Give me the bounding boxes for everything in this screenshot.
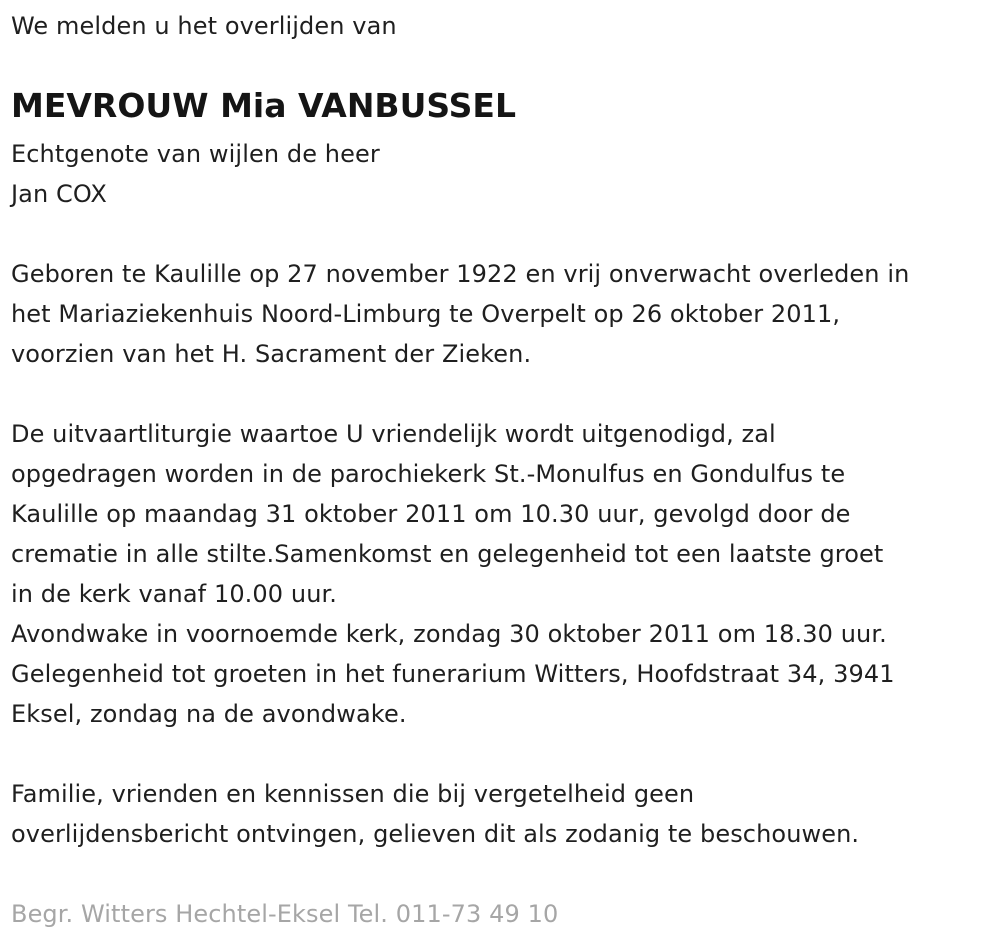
paragraph-line: crematie in alle stilte.Samenkomst en gelegenheid tot een laatste groet — [11, 540, 884, 568]
paragraph-line: Avondwake in voornoemde kerk, zondag 30 oktober 2011 om 18.30 uur. — [11, 620, 887, 648]
paragraph-line: opgedragen worden in de parochiekerk St.-Monulfus en Gondulfus te — [11, 460, 846, 488]
family-paragraph — [11, 774, 859, 854]
deceased-name: MEVROUW Mia VANBUSSEL — [11, 86, 517, 125]
spouse-line: Echtgenote van wijlen de heer — [11, 140, 380, 168]
paragraph-line: Geboren te Kaulille op 27 november 1922 en vrij onverwacht overleden in — [11, 260, 910, 288]
funeral-paragraph — [11, 414, 895, 734]
paragraph-line: overlijdensbericht ontvingen, gelieven dit als zodanig te beschouwen. — [11, 820, 860, 848]
spouse-section — [11, 134, 380, 214]
paragraph-line: De uitvaartliturgie waartoe U vriendelijk wordt uitgenodigd, zal — [11, 420, 776, 448]
paragraph-line: Gelegenheid tot groeten in het funerarium Witters, Hoofdstraat 34, 3941 — [11, 660, 895, 688]
birth-death-paragraph — [11, 254, 909, 374]
paragraph-line: Eksel, zondag na de avondwake. — [11, 700, 407, 728]
paragraph-line: het Mariaziekenhuis Noord-Limburg te Overpelt op 26 oktober 2011, — [11, 300, 841, 328]
paragraph-line: in de kerk vanaf 10.00 uur. — [11, 580, 337, 608]
paragraph-line: Familie, vrienden en kennissen die bij vergetelheid geen — [11, 780, 695, 808]
paragraph-line: voorzien van het H. Sacrament der Zieken. — [11, 340, 532, 368]
spouse-name: Jan COX — [11, 180, 107, 208]
paragraph-line: Kaulille op maandag 31 oktober 2011 om 10.30 uur, gevolgd door de — [11, 500, 851, 528]
undertaker-info: Begr. Witters Hechtel-Eksel Tel. 011-73 49 10 — [11, 900, 559, 928]
intro-text: We melden u het overlijden van — [11, 12, 397, 40]
